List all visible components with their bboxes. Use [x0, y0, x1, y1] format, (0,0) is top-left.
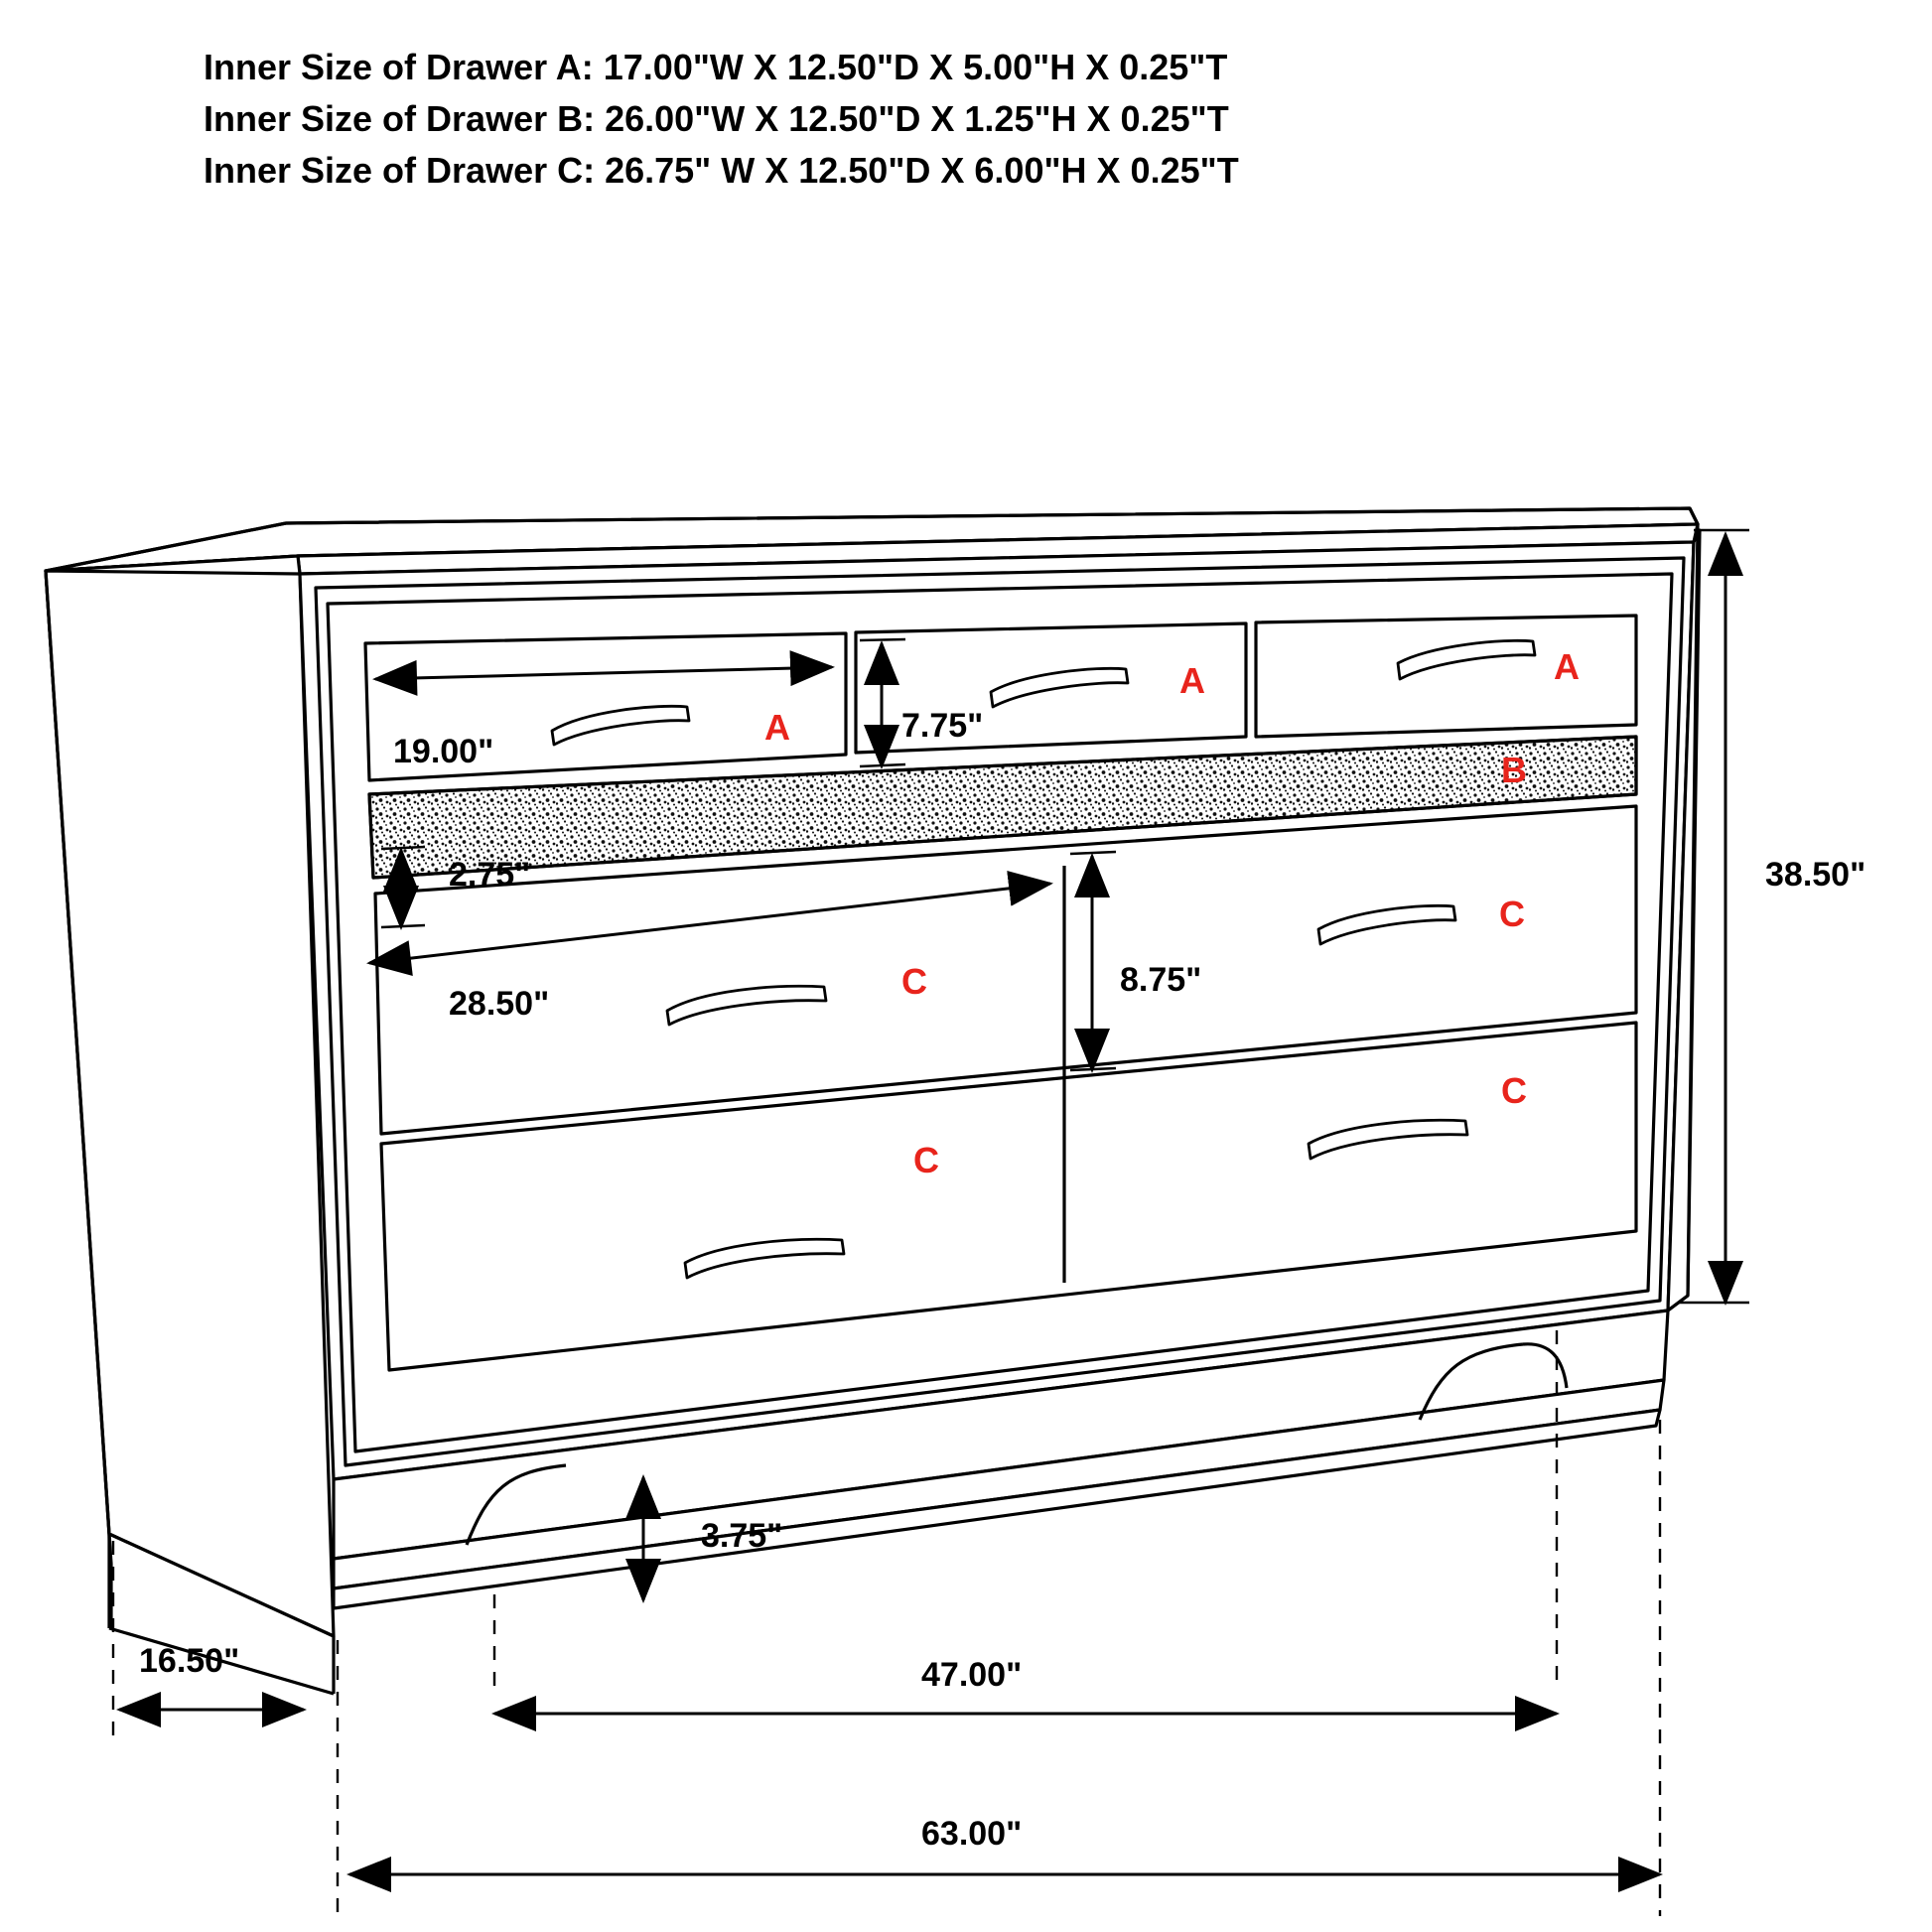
drawer-tag-b-right: B	[1501, 750, 1527, 790]
dimension-label-drawer-a-width: 19.00"	[393, 733, 494, 770]
drawer-tag-c-upper-right: C	[1499, 894, 1525, 934]
dimension-label-overall-width: 63.00"	[921, 1815, 1023, 1853]
dimension-label-drawer-c-width: 28.50"	[449, 985, 550, 1023]
dimension-label-drawer-b-height: 2.75"	[449, 856, 531, 894]
dimension-label-clearance: 3.75"	[701, 1517, 783, 1555]
spec-line-drawer-a: Inner Size of Drawer A: 17.00"W X 12.50"D X 5.00"H X 0.25"T	[204, 47, 1228, 87]
drawer-tag-a-left: A	[764, 707, 790, 748]
drawer-tag-c-upper-left: C	[901, 961, 927, 1002]
dimension-label-drawer-c-height: 8.75"	[1120, 961, 1202, 999]
drawer-tag-a-center: A	[1179, 660, 1205, 701]
dimension-label-overall-height: 38.50"	[1765, 856, 1866, 894]
drawer-tag-c-lower-right: C	[1501, 1070, 1527, 1111]
drawer-tag-a-right: A	[1554, 646, 1580, 687]
drawer-tag-c-lower-left: C	[913, 1140, 939, 1180]
dimension-label-depth: 16.50"	[139, 1642, 240, 1680]
dimension-label-drawer-a-height: 7.75"	[901, 707, 984, 745]
spec-line-drawer-c: Inner Size of Drawer C: 26.75" W X 12.50"D X 6.00"H X 0.25"T	[204, 149, 1239, 191]
dimension-label-base-width: 47.00"	[921, 1656, 1023, 1694]
spec-line-drawer-b: Inner Size of Drawer B: 26.00"W X 12.50"D X 1.25"H X 0.25"T	[204, 97, 1229, 139]
